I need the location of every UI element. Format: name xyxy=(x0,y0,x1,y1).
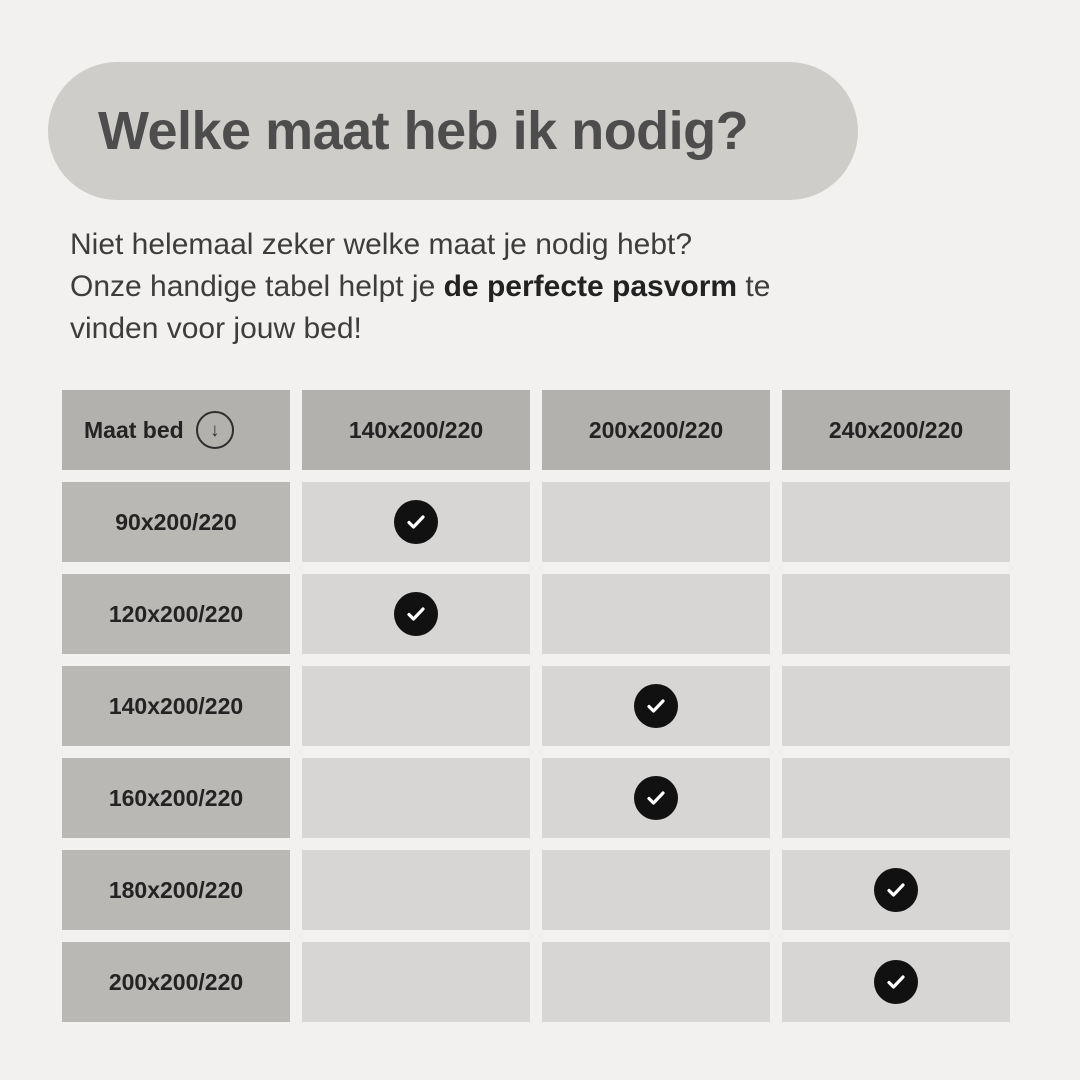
table-cell xyxy=(302,942,530,1022)
table-cell xyxy=(782,482,1010,562)
row-label: 140x200/220 xyxy=(62,666,290,746)
table-cell xyxy=(302,758,530,838)
intro-line-3: vinden voor jouw bed! xyxy=(70,312,362,345)
table-header-row xyxy=(62,390,1018,470)
page-title: Welke maat heb ik nodig? xyxy=(98,101,749,161)
row-label: 120x200/220 xyxy=(62,574,290,654)
table-cell xyxy=(302,850,530,930)
intro-line-2-bold: de perfecte pasvorm xyxy=(443,270,738,303)
table-row xyxy=(62,942,1018,1022)
intro-line-2-after: te xyxy=(737,270,771,303)
intro-paragraph xyxy=(70,224,1000,350)
check-icon xyxy=(394,592,438,636)
table-cell xyxy=(302,666,530,746)
table-corner-cell xyxy=(62,390,290,470)
row-label: 180x200/220 xyxy=(62,850,290,930)
check-icon xyxy=(874,868,918,912)
check-icon xyxy=(874,960,918,1004)
table-row xyxy=(62,850,1018,930)
column-header-2: 200x200/220 xyxy=(542,390,770,470)
table-cell xyxy=(542,666,770,746)
table-cell xyxy=(782,850,1010,930)
table-corner-label: Maat bed xyxy=(84,416,184,443)
table-cell xyxy=(542,482,770,562)
row-label: 90x200/220 xyxy=(62,482,290,562)
intro-line-2 xyxy=(70,266,1000,308)
size-table xyxy=(62,390,1018,1034)
arrow-down-icon: ↓ xyxy=(196,411,234,449)
check-icon xyxy=(634,776,678,820)
intro-line-1: Niet helemaal zeker welke maat je nodig hebt? xyxy=(70,228,693,261)
table-cell xyxy=(782,574,1010,654)
table-row xyxy=(62,482,1018,562)
intro-line-2-before: Onze handige tabel helpt je xyxy=(70,270,444,303)
column-header-1: 140x200/220 xyxy=(302,390,530,470)
title-banner xyxy=(48,62,858,200)
check-icon xyxy=(634,684,678,728)
table-cell xyxy=(302,574,530,654)
table-cell xyxy=(542,850,770,930)
table-cell xyxy=(302,482,530,562)
table-row xyxy=(62,758,1018,838)
row-label: 200x200/220 xyxy=(62,942,290,1022)
table-cell xyxy=(782,758,1010,838)
column-header-3: 240x200/220 xyxy=(782,390,1010,470)
table-cell xyxy=(542,758,770,838)
table-cell xyxy=(542,574,770,654)
table-cell xyxy=(782,666,1010,746)
table-cell xyxy=(782,942,1010,1022)
check-icon xyxy=(394,500,438,544)
row-label: 160x200/220 xyxy=(62,758,290,838)
table-row xyxy=(62,574,1018,654)
table-row xyxy=(62,666,1018,746)
table-cell xyxy=(542,942,770,1022)
